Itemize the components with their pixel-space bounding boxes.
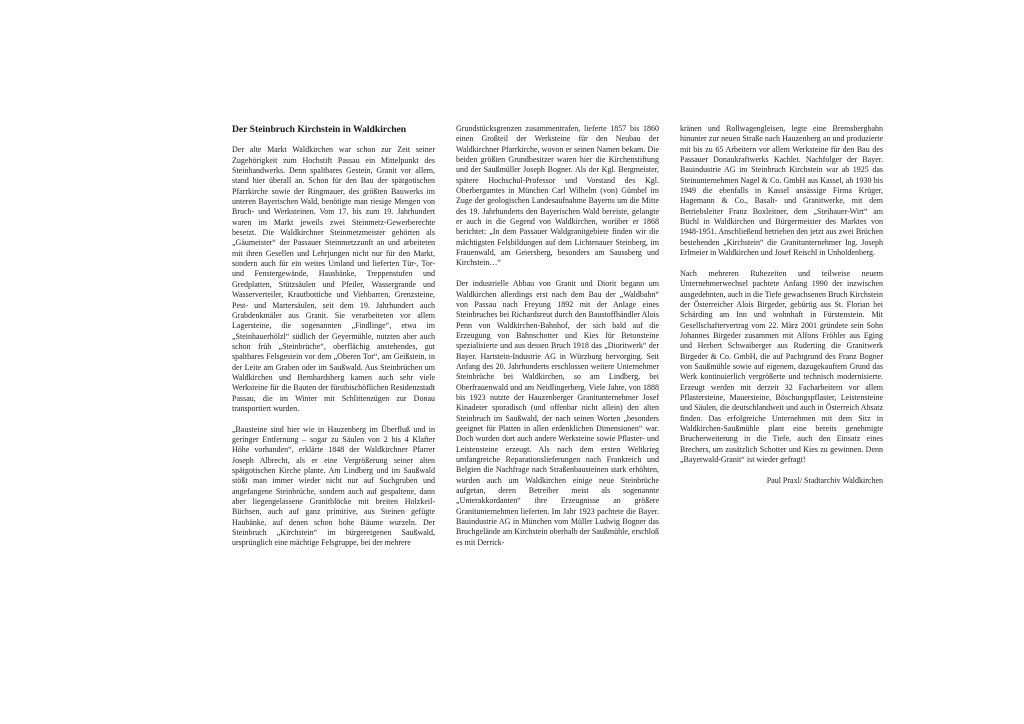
- document-page: [232, 124, 884, 584]
- column-2: [456, 124, 659, 548]
- paragraph: Der industrielle Abbau von Granit und Diorit begann um Waldkirchen allerdings erst nach dem Bau der „Waldbahn“ von Passau nach Freyung 1892 mit der Anlage eines Steinbruches bei Richardsreut durch den Baustoffhändler Alois Penn von Waldkirchen-Bahnhof, der sich bald auf die Erzeugung von Bahnschotter und Kies für Betonsteine spezialisierte und aus dessen Bruch 1918 das „Dioritwerk“ der Bayer. Hartstein-Industrie AG in Würzburg hervorging. Seit Anfang des 20. Jahrhunderts erschlossen weitere Unternehmer Steinbrüche bei Waldkirchen, so am Lindberg, bei Oberfrauenwald und am Neidlingerberg. Viele Jahre, von 1888 bis 1923 nutzte der Hauzenberger Granitunternehmer Josef Kinadeter sporadisch (und offenbar nicht allein) den alten Steinbruch im Saußwald, der nach seinen Worten „besonders geeignet für Platten in allen erdenklichen Dimensionen“ war. Doch wurden dort auch andere Werksteine sowie Pflaster- und Leistensteine erzeugt. Als nach dem ersten Weltkrieg umfangreiche Reparationslieferungen nach Frankreich und Belgien die Nachfrage nach Straßenbausteinen stark erhöhten, wurden auch um Waldkirchen einige neue Steinbrüche aufgetan, deren Betreiber meist als sogenannte „Unterakkordanten“ ihre Erzeugnisse an größere Granitunternehmen lieferten. Im Jahr 1923 pachtete die Bayer. Bauindustrie AG in München vom Müller Ludwig Bogner das Bruchgelände am Kirchstein oberhalb der Saußmühle, erschloß es mit Derrick-: [456, 279, 659, 547]
- paragraph: Grundstücksgrenzen zusammentrafen, lieferte 1857 bis 1860 einen Großteil der Werksteine für den Neubau der Waldkirchner Pfarrkirche, wovon er seinen Namen bekam. Die beiden größten Grundbesitzer waren hier die Kirchenstiftung und der Saußmüller Joseph Bogner. Als der Kgl. Bergmeister, spätere Hochschul-Professor und Vorstand des Kgl. Oberbergamtes in München Carl Wilhelm (von) Gümbel im Zuge der geologischen Landesaufnahme Bayerns um die Mitte des 19. Jahrhunderts den Bayerischen Wald bereiste, gelangte er auch in die Gegend von Waldkirchen, worüber er 1868 berichtet: „In dem Passauer Waldgranitgebiete finden wir die mächtigsten Felsbildungen auf dem Lichtenauer Steinberg, im Frauenwald, am Geiersberg, besonders am Saussberg und Kirchstein…“: [456, 124, 659, 268]
- column-3: [680, 124, 883, 486]
- author-signature: Paul Praxl/ Stadtarchiv Waldkirchen: [766, 475, 883, 485]
- paragraph: Der alte Markt Waldkirchen war schon zur Zeit seiner Zugehörigkeit zum Hochstift Passau ein Mittelpunkt des Steinhandwerks. Denn spaltbares Gestein, Granit vor allem, stand hier überall an. Schon für den Bau der spätgotischen Pfarrkirche sowie der Ringmauer, des größten Bauwerks im unteren Bayerischen Wald, benötigte man riesige Mengen von Bruch- und Werksteinen. Vom 17. bis zum 19. Jahrhundert waren im Markt jeweils zwei Steinmetz-Gewerberechte besetzt. Die Waldkirchner Steinmetzmeister gehörten als „Gäumeister“ der Passauer Steinmetzzunft an und arbeiteten mit ihren Gesellen und Lehrjungen nicht nur für den Markt, sondern auch für ein weites Umland und lieferten Tür-, Tor- und Fenstergewände, Hausbänke, Treppenstufen und Gredplatten, Stützsäulen und Pfeiler, Wassergrande und Wasserverteiler, Krautbottiche und Viehbarren, Grenzsteine, Pest- und Martersäulen, seit dem 19. Jahrhundert auch Grabdenkmäler aus Granit. Sie verarbeiteten vor allem Lagersteine, die sogenannten „Findlinge“, etwa im „Steinhauerhölzl“ südlich der Geyermühle, nutzten aber auch schon früh „Steinbrüche“, oberflächig anstehendes, gut spaltbares Felsgestein vor dem „Oberen Tor“, am Geißstein, in der Leite am Graben oder im Saußwald. Aus Steinbrüchen um Waldkirchen und Bernhardsberg kamen auch sehr viele Werksteine für die Bauten der fürstbischöflichen Residenzstadt Passau, die im Winter mit Schlittenzügen zur Donau transportiert wurden.: [232, 145, 435, 413]
- paragraph: Nach mehreren Ruhezeiten und teilweise neuem Unternehmerwechsel pachtete Anfang 1990 der inzwischen ausgedehnten, auch in die Tiefe gewachsenen Bruch Kirchstein der Österreicher Alois Birgeder, gebürtig aus St. Florian bei Schärding am Inn und wohnhaft in Fürstenstein. Mit Gesellschaftervertrag vom 22. März 2001 gründete sein Sohn Johannes Birgeder zusammen mit Alfons Fröhler aus Eging und Herbert Schwaiberger aus Ruderting die Granitwerk Birgeder & Co. GmbH, die auf Pachtgrund des Franz Bogner von Saußmühle sowie auf eigenem, dazugekauftem Grund das Werk kontinuierlich vergrößerte und technisch modernisierte. Erzeugt werden mit derzeit 32 Facharbeitern vor allem Pflastersteine, Mauersteine, Böschungspflaster, Leistensteine und Säulen, die deutschlandweit und auch in Österreich Absatz finden. Das erfolgreiche Unternehmen mit dem Sitz in Waldkirchen-Saußmühle plant eine bereits genehmigte Brucherweiterung in die Tiefe, auch den Einsatz eines Brechers, um zusätzlich Schotter und Kies zu gewinnen. Denn „Bayerwald-Granit“ ist wieder gefragt!: [680, 268, 883, 464]
- article-title: Der Steinbruch Kirchstein in Waldkirchen: [232, 124, 407, 135]
- column-1: [232, 124, 435, 549]
- paragraph: „Bausteine sind hier wie in Hauzenberg im Überfluß und in geringer Entfernung – sogar zu Säulen von 2 bis 4 Klafter Höhe vorhanden“, erklärte 1848 der Waldkirchner Pfarrer Joseph Albrecht, als er eine Vergrößerung seiner alten spätgotischen Kirche plante. Am Lindberg und im Saußwald stößt man immer wieder nicht nur auf Suchgruben und angefangene Steinbrüche, sondern auch auf gespaltene, dann aber liegengelassene Granitblöcke mit breiten Holzkeil-Büchsen, auch auf ganz primitive, aus Steinen gefügte Haubänke, auf denen schon hohe Bäume wurzeln. Der Steinbruch „Kirchstein“ im bürgereigenen Saußwald, ursprünglich eine mächtige Felsgruppe, bei der mehrere: [232, 424, 435, 548]
- paragraph: kränen und Rollwagengleisen, legte eine Bremsbergbahn hinunter zur neuen Straße nach Hauzenberg an und produzierte mit bis zu 65 Arbeitern vor allem Werksteine für den Bau des Passauer Donaukraftwerks Kachlet. Nachfolger der Bayer. Bauindustrie AG im Steinbruch Kirchstein war ab 1925 das Steinunternehmen Nagel & Co. GmbH aus Kassel, ab 1930 bis 1949 die ebenfalls in Kassel ansässige Firma Krüger, Hagemann & Co., Basalt- und Granitwerke, mit dem Betriebsleiter Franz Boxleitner, dem „Steihauer-Wirt“ am Büchl in Waldkirchen und Bürgermeister des Marktes von 1948-1951. Anschließend betrieben den jetzt aus zwei Brüchen bestehenden „Kirchstein“ die Granitunternehmer Ing. Joseph Erlmeier in Waldkirchen und Josef Reischl in Unholdenberg.: [680, 124, 883, 258]
